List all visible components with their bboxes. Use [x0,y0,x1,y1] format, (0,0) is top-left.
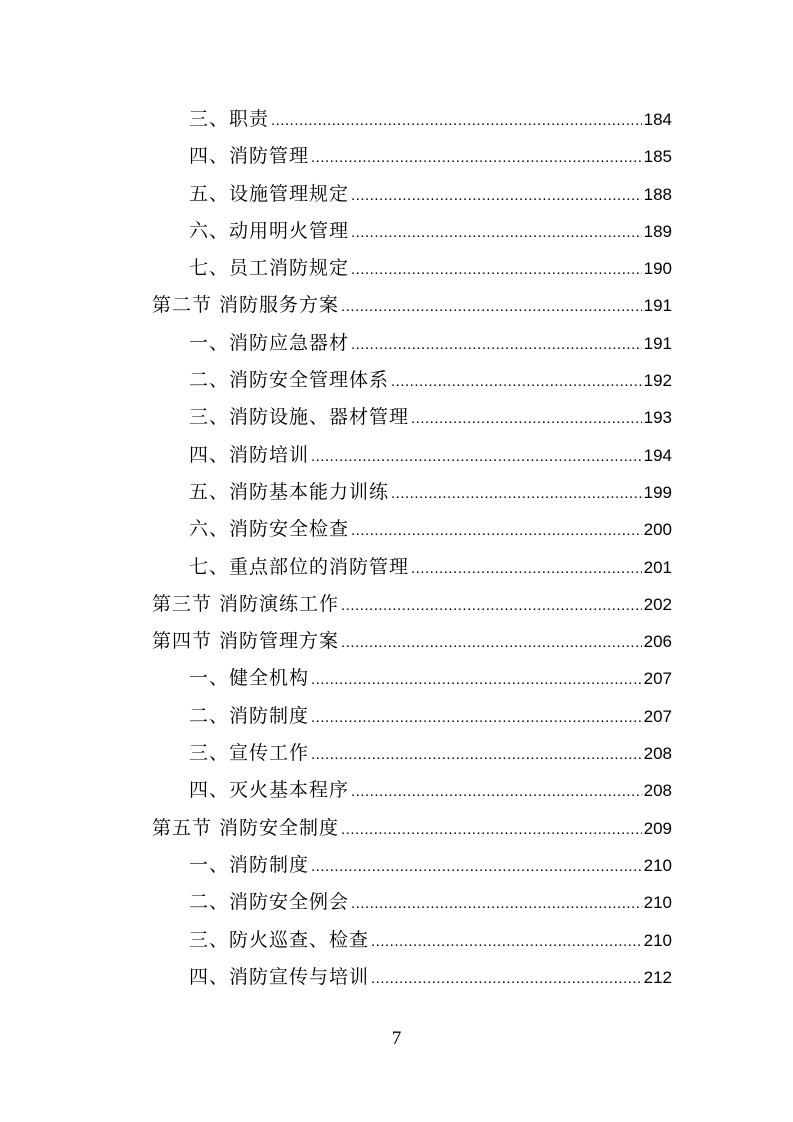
toc-entry-page: 191 [643,296,672,316]
toc-entry-label: 四、消防管理 [189,145,310,168]
toc-entry-label: 第二节 消防服务方案 [152,294,340,317]
toc-subsection-entry[interactable] [152,884,672,921]
toc-dot-leader [311,438,642,475]
toc-dot-leader [411,550,642,587]
toc-section-entry[interactable] [152,586,672,623]
toc-section-entry[interactable] [152,810,672,847]
toc-subsection-entry[interactable] [152,176,672,213]
toc-entry-page: 191 [643,333,672,353]
toc-entry-page: 199 [643,482,672,502]
toc-entry-page: 210 [643,855,672,875]
toc-dot-leader [271,102,642,139]
toc-entry-label: 七、员工消防规定 [189,257,350,280]
toc-entry-label: 三、消防设施、器材管理 [189,406,410,429]
toc-entry-page: 208 [643,744,672,764]
toc-section-entry[interactable] [152,287,672,324]
toc-subsection-entry[interactable] [152,959,672,996]
toc-dot-leader [341,288,642,325]
toc-dot-leader [391,363,642,400]
toc-entry-page: 200 [643,520,672,540]
toc-entry-page: 209 [643,818,672,838]
toc-entry-page: 201 [643,557,672,577]
toc-entry-page: 206 [643,632,672,652]
toc-entry-label: 二、消防安全管理体系 [189,369,390,392]
toc-subsection-entry[interactable] [152,250,672,287]
toc-dot-leader [311,699,642,736]
toc-subsection-entry[interactable] [152,847,672,884]
toc-entry-page: 194 [643,445,672,465]
toc-entry-label: 六、消防安全检查 [189,518,350,541]
toc-subsection-entry[interactable] [152,735,672,772]
toc-entry-label: 第五节 消防安全制度 [152,816,340,839]
toc-entry-label: 一、消防制度 [189,853,310,876]
toc-dot-leader [351,326,642,363]
toc-entry-label: 二、消防制度 [189,704,310,727]
toc-dot-leader [391,475,642,512]
toc-dot-leader [351,885,642,922]
toc-entry-label: 一、健全机构 [189,667,310,690]
toc-dot-leader [351,177,642,214]
toc-entry-label: 三、防火巡查、检查 [189,928,370,951]
toc-entry-label: 四、消防培训 [189,443,310,466]
toc-dot-leader [351,251,642,288]
page-number: 7 [391,1028,402,1049]
toc-subsection-entry[interactable] [152,213,672,250]
toc-subsection-entry[interactable] [152,511,672,548]
toc-dot-leader [311,736,642,773]
toc-subsection-entry[interactable] [152,698,672,735]
toc-dot-leader [341,587,642,624]
toc-subsection-entry[interactable] [152,549,672,586]
toc-subsection-entry[interactable] [152,101,672,138]
toc-entry-label: 五、设施管理规定 [189,182,350,205]
toc-dot-leader [371,923,642,960]
toc-entry-page: 207 [643,706,672,726]
toc-subsection-entry[interactable] [152,399,672,436]
toc-entry-page: 192 [643,371,672,391]
toc-entry-label: 一、消防应急器材 [189,331,350,354]
toc-subsection-entry[interactable] [152,772,672,809]
toc-section-entry[interactable] [152,623,672,660]
toc-entry-page: 212 [643,967,672,987]
table-of-contents [152,101,672,996]
toc-dot-leader [311,848,642,885]
toc-entry-page: 189 [643,221,672,241]
toc-entry-page: 185 [643,147,672,167]
toc-entry-label: 四、灭火基本程序 [189,779,350,802]
toc-dot-leader [341,624,642,661]
toc-dot-leader [351,512,642,549]
toc-entry-page: 208 [643,781,672,801]
toc-subsection-entry[interactable] [152,922,672,959]
toc-dot-leader [351,214,642,251]
toc-entry-label: 第三节 消防演练工作 [152,592,340,615]
toc-entry-page: 210 [643,930,672,950]
toc-entry-label: 四、消防宣传与培训 [189,965,370,988]
toc-entry-page: 184 [643,110,672,129]
toc-subsection-entry[interactable] [152,660,672,697]
toc-entry-label: 三、职责 [189,108,270,130]
toc-dot-leader [341,811,642,848]
toc-entry-page: 210 [643,893,672,913]
toc-dot-leader [371,960,642,997]
toc-subsection-entry[interactable] [152,325,672,362]
toc-subsection-entry[interactable] [152,437,672,474]
toc-entry-label: 七、重点部位的消防管理 [189,555,410,578]
toc-entry-label: 五、消防基本能力训练 [189,480,390,503]
toc-entry-page: 188 [643,184,672,204]
toc-entry-label: 三、宣传工作 [189,742,310,765]
toc-subsection-entry[interactable] [152,362,672,399]
toc-dot-leader [411,400,642,437]
toc-dot-leader [311,139,642,176]
toc-entry-page: 193 [643,408,672,428]
toc-dot-leader [351,773,642,810]
toc-subsection-entry[interactable] [152,138,672,175]
toc-entry-page: 190 [643,259,672,279]
toc-entry-label: 六、动用明火管理 [189,219,350,242]
toc-entry-label: 第四节 消防管理方案 [152,630,340,653]
toc-subsection-entry[interactable] [152,474,672,511]
toc-dot-leader [311,661,642,698]
toc-entry-label: 二、消防安全例会 [189,891,350,914]
toc-entry-page: 207 [643,669,672,689]
toc-entry-page: 202 [643,594,672,614]
